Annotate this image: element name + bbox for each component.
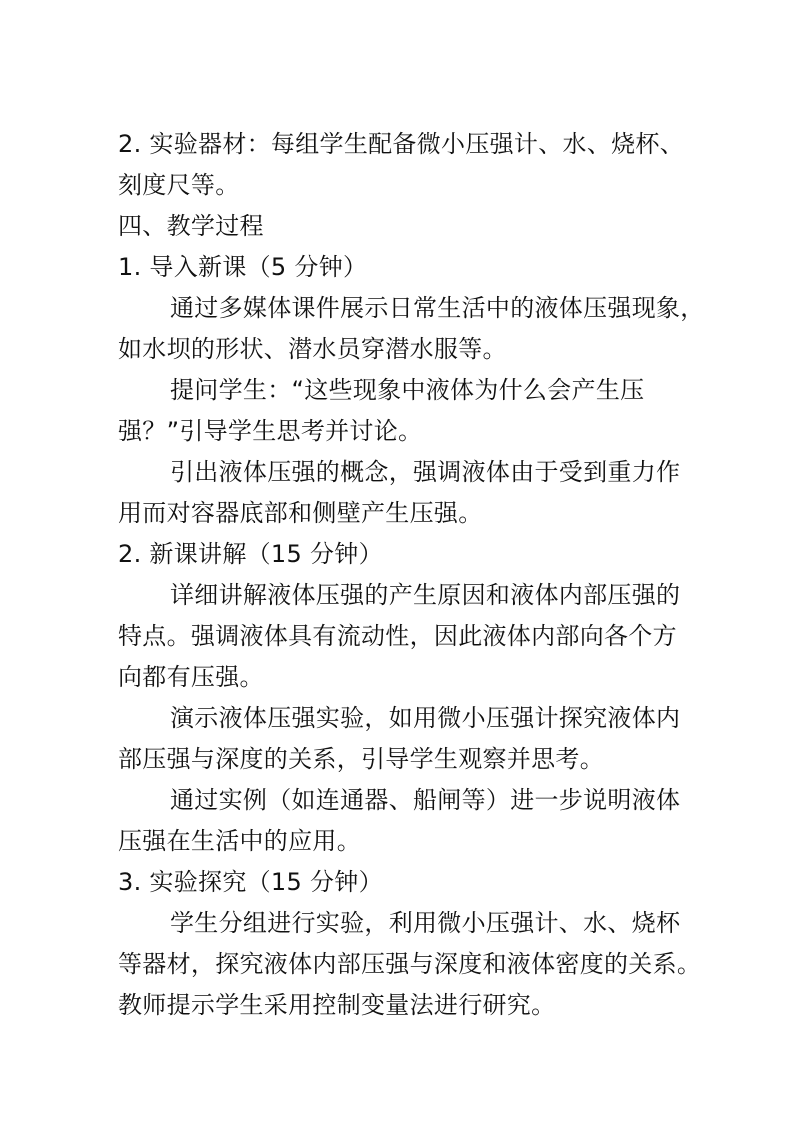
document-body: [118, 124, 705, 1026]
subheading-introduction: 1. 导入新课（5 分钟）: [118, 253, 368, 281]
subheading-new-lesson: 2. 新课讲解（15 分钟）: [118, 540, 383, 568]
paragraph-lesson-1-line-3: 向都有压强。: [118, 663, 264, 691]
paragraph-experiment-line-2: 等器材，探究液体内部压强与深度和液体密度的关系。: [118, 950, 702, 978]
paragraph-experiment-line-3: 教师提示学生采用控制变量法进行研究。: [118, 991, 556, 1019]
paragraph-intro-3-line-2: 用而对容器底部和侧壁产生压强。: [118, 499, 483, 527]
paragraph-lesson-3-line-1: 通过实例（如连通器、船闸等）进一步说明液体: [170, 786, 681, 814]
subheading-experiment: 3. 实验探究（15 分钟）: [118, 868, 383, 896]
paragraph-lesson-1-line-2: 特点。强调液体具有流动性，因此液体内部向各个方: [118, 622, 677, 650]
paragraph-lesson-2-line-2: 部压强与深度的关系，引导学生观察并思考。: [118, 745, 604, 773]
paragraph-intro-3-line-1: 引出液体压强的概念，强调液体由于受到重力作: [170, 458, 681, 486]
item-equipment-line-1: 2. 实验器材：每组学生配备微小压强计、水、烧杯、: [118, 130, 685, 158]
paragraph-experiment-line-1: 学生分组进行实验，利用微小压强计、水、烧杯: [170, 909, 681, 937]
paragraph-lesson-3-line-2: 压强在生活中的应用。: [118, 827, 361, 855]
item-equipment-line-2: 刻度尺等。: [118, 171, 240, 199]
section-heading-teaching-process: 四、教学过程: [118, 212, 264, 240]
paragraph-lesson-2-line-1: 演示液体压强实验，如用微小压强计探究液体内: [170, 704, 681, 732]
paragraph-intro-1-line-2: 如水坝的形状、潜水员穿潜水服等。: [118, 335, 507, 363]
paragraph-lesson-1-line-1: 详细讲解液体压强的产生原因和液体内部压强的: [170, 581, 681, 609]
paragraph-intro-2-line-2: 强？”引导学生思考并讨论。: [118, 417, 423, 445]
paragraph-intro-2-line-1: 提问学生：“这些现象中液体为什么会产生压: [170, 376, 645, 404]
paragraph-intro-1-line-1: 通过多媒体课件展示日常生活中的液体压强现象，: [170, 294, 705, 322]
